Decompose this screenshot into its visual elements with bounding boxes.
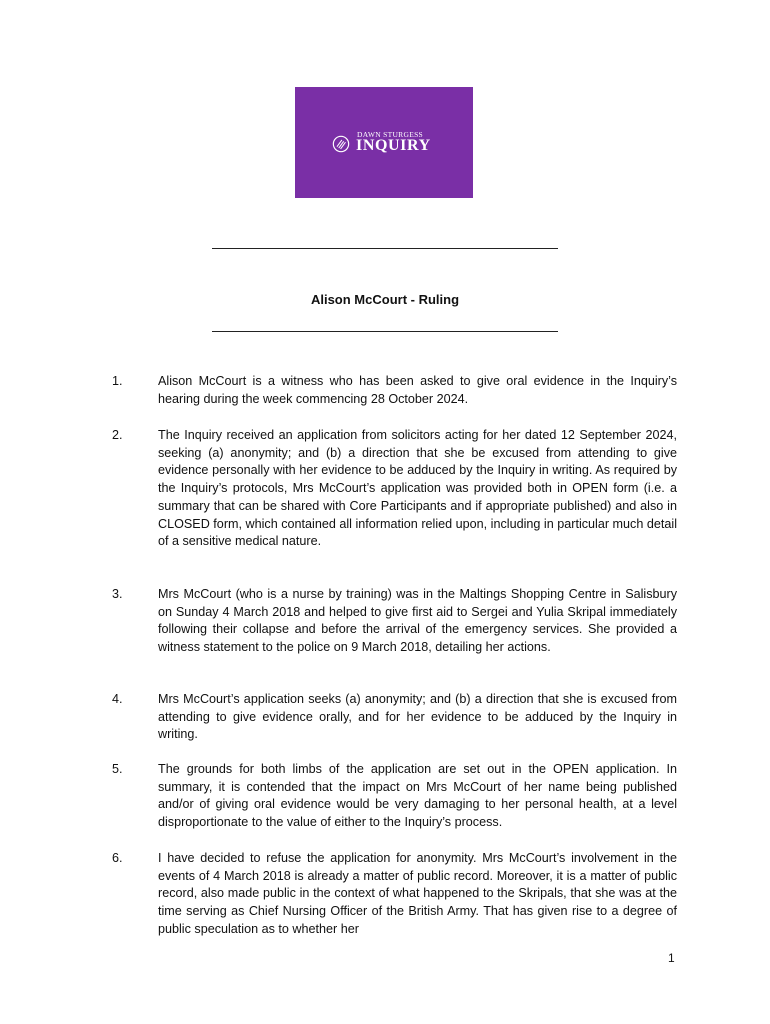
paragraph-number: 5. (112, 762, 123, 776)
logo-text-main: INQUIRY (356, 137, 431, 154)
document-title: Alison McCourt - Ruling (310, 292, 460, 307)
logo-text-top: DAWN STURGESS (357, 130, 424, 139)
page-number: 1 (668, 951, 675, 965)
paragraph-number: 4. (112, 692, 123, 706)
paragraph-text: The Inquiry received an application from solicitors acting for her dated 12 September 2024, seeking (a) anonymity; and (b) a direction that she be excused from attending to give evidence personally with her evidence to be adduced by the Inquiry in writing. As required by the Inquiry’s protocols, Mrs McCourt’s application was provided both in OPEN form (i.e. a summary that can be shared with Core Participants and if appropriate published) and also in CLOSED form, which contained all information relied upon, including in particular much detail of a sensitive medical nature. (158, 428, 677, 549)
logo-emblem-icon (332, 135, 350, 153)
paragraph-text: Mrs McCourt (who is a nurse by training) was in the Maltings Shopping Centre in Salisbury on Sunday 4 March 2018 and helped to give first aid to Sergei and Yulia Skripal immediately following their collapse and before the arrival of the emergency services. She provided a witness statement to the police on 9 March 2018, detailing her actions. (158, 587, 677, 655)
title-rule-top (212, 248, 558, 249)
dawn-sturgess-inquiry-logo (295, 87, 473, 198)
paragraph-text: I have decided to refuse the application for anonymity. Mrs McCourt’s involvement in the events of 4 March 2018 is already a matter of public record. Moreover, it is a matter of public record, also made public in the context of what happened to the Skripals, that she was at the time serving as Chief Nursing Officer of the British Army. That has given rise to a degree of public speculation as to whether her (158, 851, 677, 936)
paragraph-number: 3. (112, 587, 123, 601)
paragraph-text: Mrs McCourt’s application seeks (a) anonymity; and (b) a direction that she is excused from attending to give evidence orally, and for her evidence to be adduced by the Inquiry in writing. (158, 692, 677, 742)
paragraph-number: 2. (112, 428, 123, 442)
title-rule-bottom (212, 331, 558, 332)
paragraph-text: Alison McCourt is a witness who has been asked to give oral evidence in the Inquiry’s hearing during the week commencing 28 October 2024. (158, 374, 677, 406)
paragraph-number: 6. (112, 851, 123, 865)
paragraph-number: 1. (112, 374, 123, 388)
paragraph-text: The grounds for both limbs of the application are set out in the OPEN application. In summary, it is contended that the impact on Mrs McCourt of her name being published and/or of giving oral evidence would be very damaging to her personal health, at a level disproportionate to the value of either to the Inquiry’s process. (158, 762, 677, 830)
